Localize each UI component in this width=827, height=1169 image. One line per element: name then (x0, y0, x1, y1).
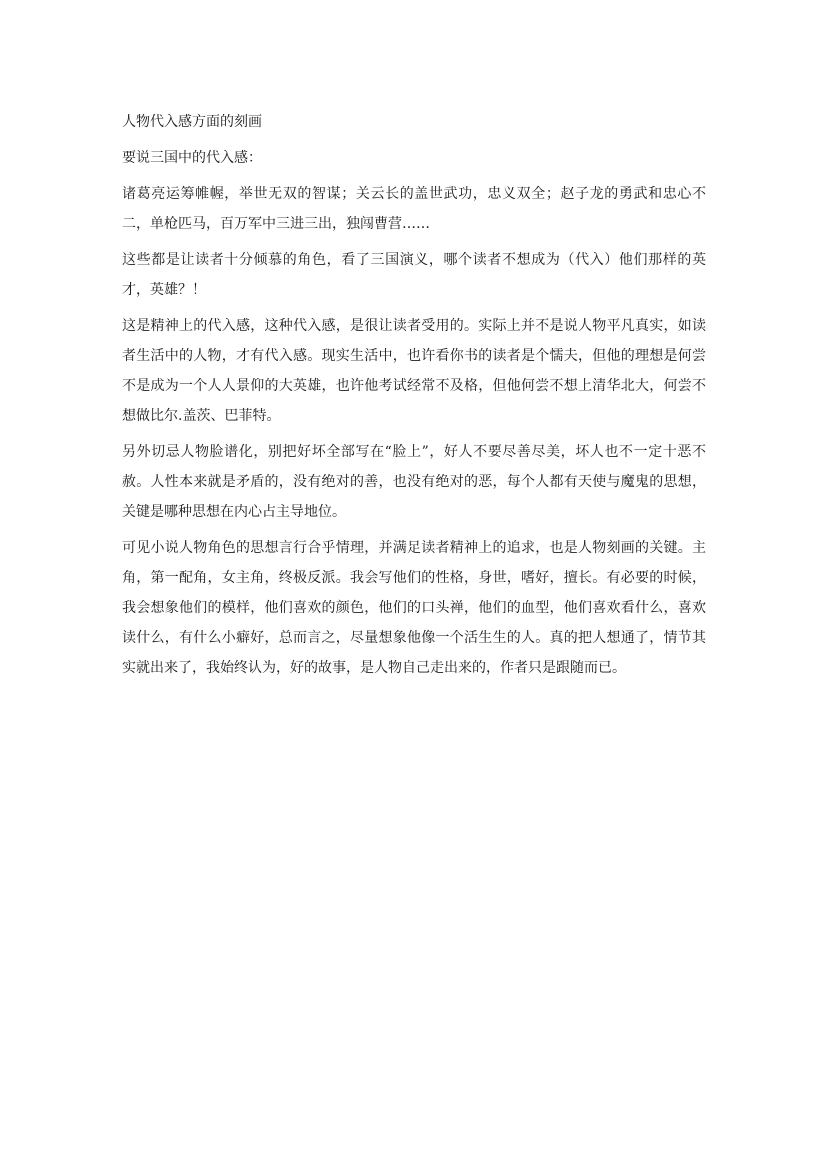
paragraph-5: 另外切忌人物脸谱化，别把好坏全部写在“脸上”，好人不要尽善尽美，坏人也不一定十恶不赦。人性本来就是矛盾的，没有绝对的善，也没有绝对的恶，每个人都有天使与魔鬼的思想，关键是哪种思想在内心占主导地位。 (122, 444, 706, 520)
paragraph-2: 诸葛亮运筹帷幄，举世无双的智谋；关云长的盖世武功，忠义双全；赵子龙的勇武和忠心不二，单枪匹马，百万军中三进三出，独闯曹营…… (122, 186, 706, 232)
paragraph-6: 可见小说人物角色的思想言行合乎情理，并满足读者精神上的追求，也是人物刻画的关键。主角，第一配角，女主角，终极反派。我会写他们的性格，身世，嗜好，擅长。有必要的时候，我会想象他们的模样，他们喜欢的颜色，他们的口头禅，他们的血型，他们喜欢看什么，喜欢读什么，有什么小癖好，总而言之，尽量想象他像一个活生生的人。真的把人想通了，情节其实就出来了，我始终认为，好的故事，是人物自己走出来的，作者只是跟随而已。 (122, 540, 706, 676)
document-body (122, 107, 706, 689)
document-title: 人物代入感方面的刻画 (122, 114, 262, 130)
paragraph-1: 要说三国中的代入感： (122, 150, 262, 166)
paragraph-4: 这是精神上的代入感，这种代入感，是很让读者受用的。实际上并不是说人物平凡真实，如读者生活中的人物，才有代入感。现实生活中，也许看你书的读者是个懦夫，但他的理想是何尝不是成为一个人人景仰的大英雄，也许他考试经常不及格，但他何尝不想上清华北大，何尝不想做比尔.盖茨、巴菲特。 (122, 318, 706, 424)
paragraph-3: 这些都是让读者十分倾慕的角色，看了三国演义，哪个读者不想成为（代入）他们那样的英才，英雄？！ (122, 252, 706, 298)
